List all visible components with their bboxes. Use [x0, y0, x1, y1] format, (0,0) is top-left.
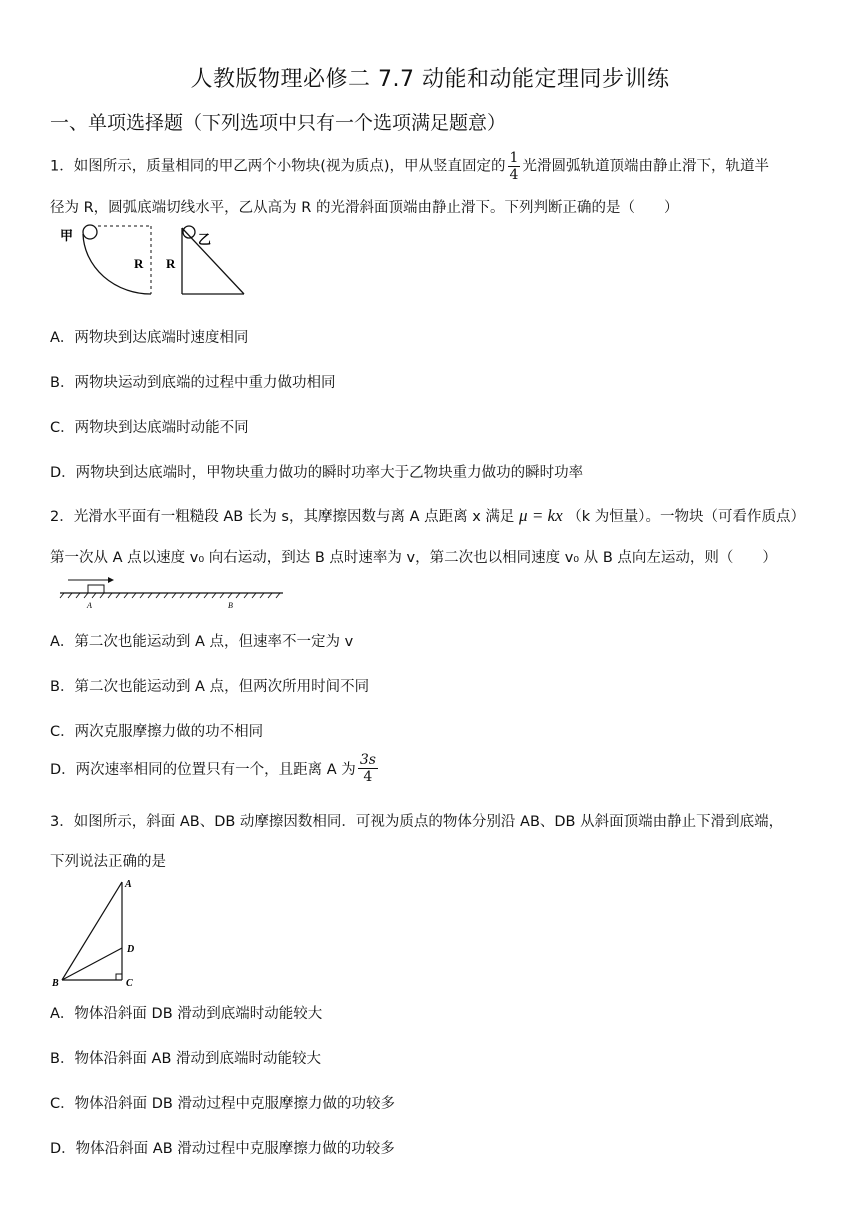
q1-block-jia [83, 225, 97, 239]
q1-text-a: 1．如图所示，质量相同的甲乙两个小物块(视为质点)，甲从竖直固定的 [50, 158, 506, 175]
q2-figure [58, 574, 298, 612]
q3-label-a: A [125, 879, 132, 890]
section-heading: 一、单项选择题（下列选项中只有一个选项满足题意） [50, 112, 507, 134]
q2-option-d [50, 752, 380, 785]
q3-label-b: B [52, 978, 59, 989]
q2-option-c: C．两次克服摩擦力做的功不相同 [50, 724, 264, 740]
page-title: 人教版物理必修二 7.7 动能和动能定理同步训练 [190, 67, 670, 92]
q1-line2: 径为 R，圆弧底端切线水平，乙从高为 R 的光滑斜面顶端由静止滑下。下列判断正确的是（ ） [50, 200, 679, 216]
q1-line1 [50, 150, 769, 183]
q2-arrow-head [108, 577, 114, 583]
q3-option-a: A．物体沿斜面 DB 滑动到底端时动能较大 [50, 1006, 323, 1022]
q2-option-a: A．第二次也能运动到 A 点，但速率不一定为 v [50, 634, 354, 650]
q2-option-d-fraction [358, 752, 378, 785]
q2-ground-hatch [60, 593, 280, 598]
q1-label-yi: 乙 [198, 232, 212, 247]
q2-label-b: B [228, 601, 233, 610]
q3-label-d: D [127, 944, 135, 955]
q1-option-c: C．两物块到达底端时动能不同 [50, 420, 249, 436]
q3-line-ab [62, 882, 122, 980]
q1-figure [58, 222, 278, 302]
q2-formula: μ = kx [519, 506, 563, 525]
q2-option-d-num: 3s [359, 752, 376, 768]
q1-option-b: B．两物块运动到底端的过程中重力做功相同 [50, 375, 336, 391]
q1-frac-den: 4 [509, 167, 519, 183]
q1-option-a: A．两物块到达底端时速度相同 [50, 330, 249, 346]
q1-option-d: D．两物块到达底端时，甲物块重力做功的瞬时功率大于乙物块重力做功的瞬时功率 [50, 465, 584, 481]
q2-line2: 第一次从 A 点以速度 v₀ 向右运动，到达 B 点时速率为 v，第二次也以相同速度 v₀ 从 B 点向左运动，则（ ） [50, 550, 777, 566]
q3-line2: 下列说法正确的是 [50, 854, 166, 870]
q1-label-r1: R [134, 256, 144, 271]
q1-fraction [508, 150, 521, 183]
q1-label-jia: 甲 [60, 228, 74, 243]
q2-option-d-text: D．两次速率相同的位置只有一个，且距离 A 为 [50, 762, 356, 778]
q1-label-r2: R [166, 256, 176, 271]
q2-block [88, 585, 104, 593]
q1-frac-num: 1 [509, 150, 519, 166]
q2-text-b: （k 为恒量）。一物块（可看作质点） [567, 509, 806, 525]
q3-line1: 3．如图所示，斜面 AB、DB 动摩擦因数相同．可视为质点的物体分别沿 AB、DB 从斜面顶端由静止下滑到底端， [50, 814, 784, 830]
q3-option-c: C．物体沿斜面 DB 滑动过程中克服摩擦力做的功较多 [50, 1096, 395, 1112]
q3-figure [50, 872, 150, 992]
q2-text-a: 2．光滑水平面有一粗糙段 AB 长为 s，其摩擦因数与离 A 点距离 x 满足 [50, 509, 515, 525]
q3-right-angle [116, 974, 122, 980]
q3-line-db [62, 948, 122, 980]
q2-label-a: A [87, 601, 92, 610]
q3-option-b: B．物体沿斜面 AB 滑动到底端时动能较大 [50, 1051, 322, 1067]
q1-text-b: 光滑圆弧轨道顶端由静止滑下，轨道半 [522, 158, 769, 175]
q2-option-d-den: 4 [363, 769, 373, 785]
q3-option-d: D．物体沿斜面 AB 滑动过程中克服摩擦力做的功较多 [50, 1141, 395, 1157]
q2-option-b: B．第二次也能运动到 A 点，但两次所用时间不同 [50, 679, 370, 695]
q2-line1 [50, 505, 805, 526]
q3-label-c: C [126, 978, 133, 989]
